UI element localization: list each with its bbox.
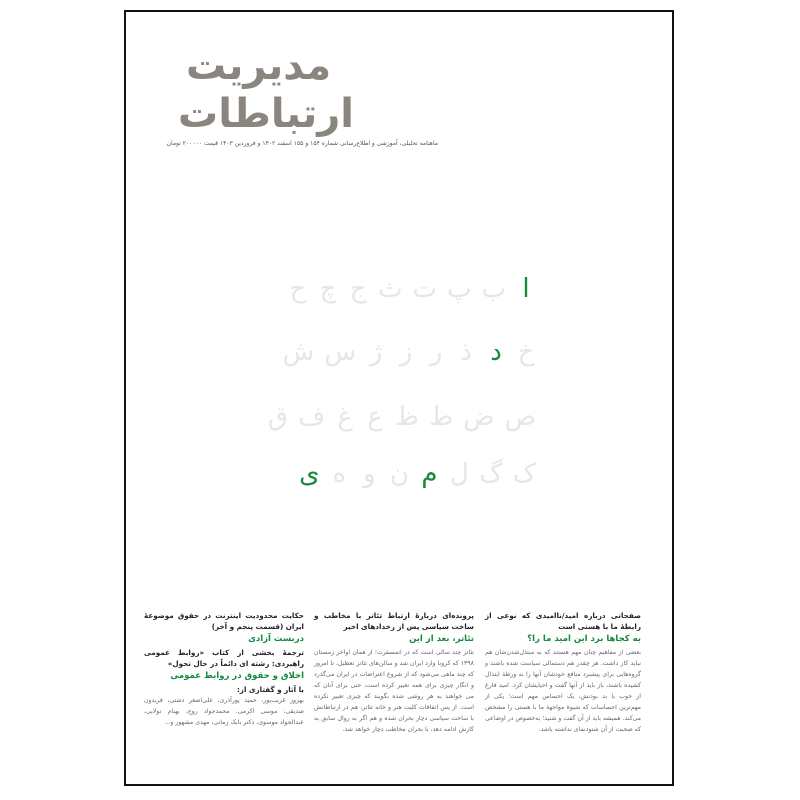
alphabet-letter: ز xyxy=(399,337,413,367)
alphabet-letter: ر xyxy=(429,337,443,367)
story-heading: به کجاها برد این امید ما را؟ xyxy=(527,634,641,644)
alphabet-letter: ت xyxy=(412,274,438,304)
alphabet-letter: ث xyxy=(378,274,403,304)
story-heading: اخلاق و حقوق در روابط عمومی xyxy=(170,671,304,681)
alphabet-letter: ف xyxy=(298,402,326,432)
alphabet-letter: ط xyxy=(429,402,454,432)
story-lead: پرونده‌ای دربارهٔ ارتباط تئاتر با مخاطب و ساخت سیاسی پس از رخدادهای اخیر xyxy=(314,611,474,631)
highlighted-letter: ا xyxy=(522,274,530,304)
contributors-list: بهروز غریب‌پور، حمید پورآذری، علی‌اصغر دشتی، فریدون صدیقی، موسی اکرمی، محمدجواد روح، بهنام تولایی، عبدالجواد موسوی، دکتر بابک زمانی، مهدی مشهور و… xyxy=(144,697,304,726)
alphabet-row-2 xyxy=(266,337,536,367)
alphabet-letter: ق xyxy=(267,402,289,432)
alphabet-letter: ه xyxy=(332,459,347,489)
alphabet-letter: ذ xyxy=(460,337,472,367)
story-lead: صفحاتی درباره امید/ناامیدی که نوعی از رابطهٔ ما با هستی است xyxy=(485,611,641,631)
alphabet-letter: و xyxy=(363,459,376,489)
story-body: تئاتر چند سالی است که در اتمسفرت؛ از همان اواخر زمستان ۱۳۹۸ که کرونا وارد ایران شد و سالن‌های تئاتر تعطیل، تا امروز که چند ماهی می‌شود که از شروع اعتراضات در ایران می‌گذرد و انگار چیزی برای همه تغییر کرده است، حتی برای آنان که می خواهند به هر روشی شده بگویند که چیزی تغییر نکرده است. از پس اتفاقات کلیت هنر و خانه تئاتر، هم در ارتباطاتش با ساخت سیاسی دچار بحران شده و هم اگر به روال سابق به کارش ادامه دهد، با بحران مخاطب دچار خواهد شد. xyxy=(314,649,474,733)
story-heading: دربست آزادی xyxy=(248,634,304,644)
story-item xyxy=(144,647,304,683)
alphabet-letter: ب xyxy=(481,274,506,304)
cover-story-column-3 xyxy=(144,610,304,728)
highlighted-letter: ی xyxy=(299,459,320,489)
alphabet-letter: غ xyxy=(337,402,353,432)
alphabet-letter: ژ xyxy=(369,337,383,367)
alphabet-letter: ج xyxy=(349,274,367,304)
alphabet-letter: ح xyxy=(289,274,307,304)
alphabet-letter: ک xyxy=(512,459,536,489)
magazine-cover xyxy=(124,10,674,786)
alphabet-letter: گ xyxy=(479,459,503,489)
story-item xyxy=(144,610,304,646)
alphabet-row-4 xyxy=(266,459,536,489)
alphabet-letter: ظ xyxy=(395,402,420,432)
alphabet-letter: ض xyxy=(463,402,495,432)
alphabet-row-3 xyxy=(266,402,536,432)
alphabet-letter: س xyxy=(324,337,356,367)
story-heading: تئاتر، بعد از این xyxy=(409,634,474,644)
story-lead: ترجمهٔ بخشی از کتاب «روابط عمومی راهبردی: رشته ای دائماً در حال تحول» xyxy=(144,648,304,668)
masthead-logo xyxy=(178,42,354,138)
cover-story-column-2 xyxy=(314,610,474,735)
alphabet-letter: ص xyxy=(504,402,536,432)
masthead-title-line2: ارتباطات xyxy=(178,91,354,137)
alphabet-letter: ع xyxy=(367,402,383,432)
story-body: بعضی از مفاهیم چنان مهم هستند که به مبتذل‌شدن‌شان هم نباید کار داشت. هر چقدر هم دستمالی سیاست شده باشند و گروه‌هایی برای پیشبرد منافع خودشان آنها را به ورطهٔ ابتذال کشیده باشند، باز باید از آنها گفت و احیایشان کرد. امید فارغ از خوب یا بد بودنش، یک احساس مهم است؛ یکی از مهم‌ترین احساسات که شیوهٔ مواجههٔ ما با هستی را مشخص می‌کند. همیشه باید از آن گفت و شنید؛ به‌خصوص در اوضاعی که صحبت از آن شنودنمای نداشته باشد. xyxy=(485,649,641,733)
alphabet-letter: ش xyxy=(282,337,315,367)
alphabet-row-1 xyxy=(266,274,536,304)
story-lead: حکایت محدودیت اینترنت در حقوق موضوعهٔ ایران (قسمت پنجم و آخر) xyxy=(144,611,304,631)
alphabet-letter: خ xyxy=(517,337,535,367)
highlighted-letter: د xyxy=(490,337,502,367)
alphabet-letter: چ xyxy=(319,274,337,304)
contributors-heading: با آثار و گفتاری از: xyxy=(236,685,304,694)
masthead-title-line1: مدیریت xyxy=(186,43,332,89)
alphabet-letter: ن xyxy=(389,459,409,489)
alphabet-letter: پ xyxy=(447,274,472,304)
cover-story-column-1 xyxy=(485,610,641,735)
issue-info: ماهنامه تحلیلی، آموزشی و اطلاع‌رسانی شماره ۱۵۴ و ۱۵۵ اسفند ۱۴۰۲ و فروردین ۱۴۰۳ قیمت ۲۰۰۰۰۰ تومان xyxy=(166,140,438,147)
highlighted-letter: م xyxy=(421,459,438,489)
alphabet-letter: ل xyxy=(449,459,469,489)
